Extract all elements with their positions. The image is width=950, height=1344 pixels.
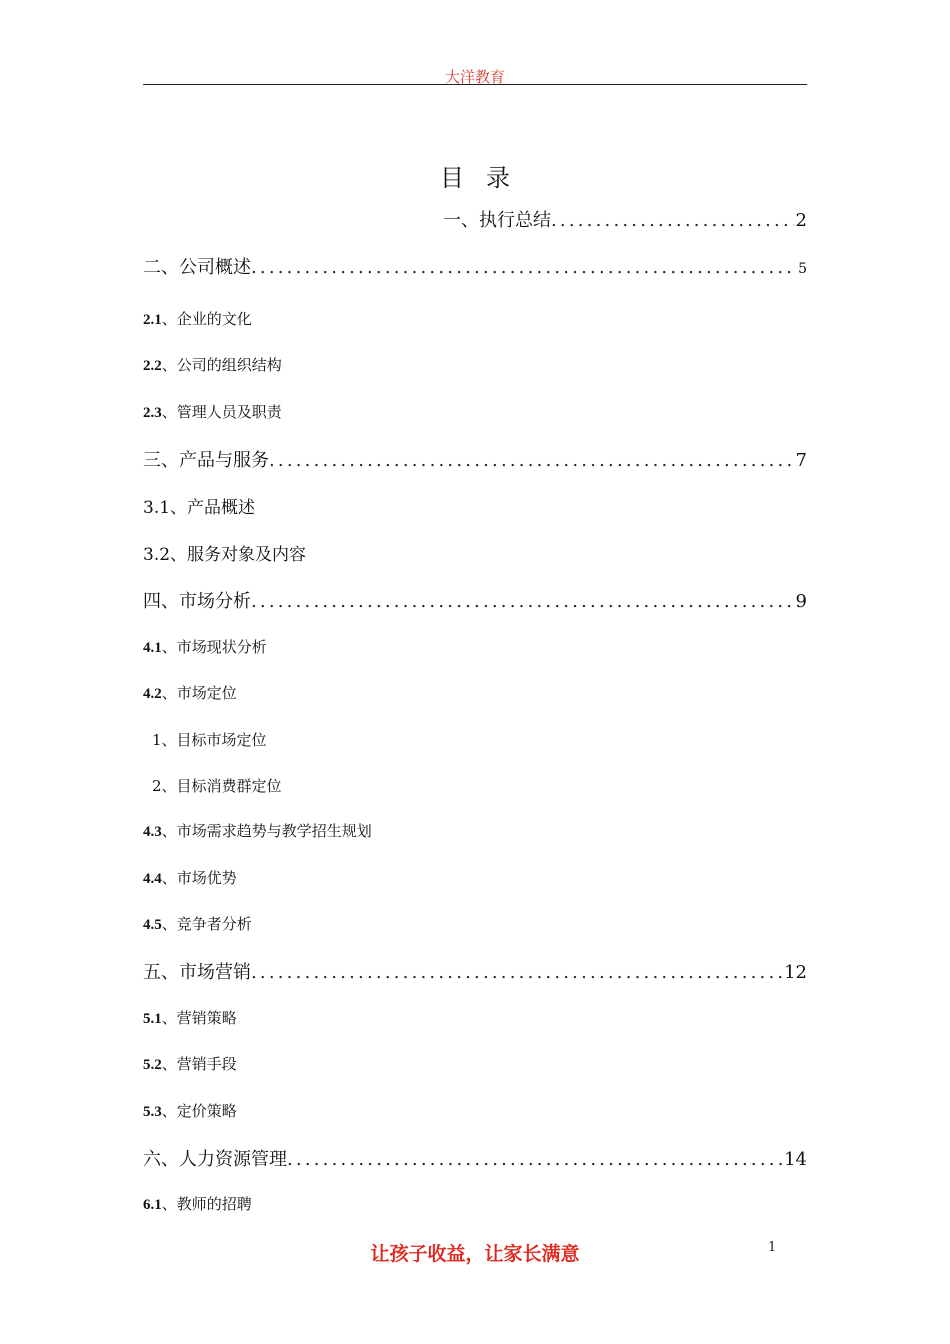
toc-entry-label: 六、人力资源管理 <box>143 1149 287 1170</box>
toc-entry-number: 6.1 <box>143 1197 162 1213</box>
header-title: 大洋教育 <box>444 68 505 86</box>
toc-entry-4-2-1[interactable] <box>143 729 816 750</box>
toc-page-number: 9 <box>795 591 807 612</box>
toc-entry-5-1[interactable] <box>143 1007 807 1028</box>
toc-entry-number: 4.2 <box>143 686 162 702</box>
toc-entry-3-1[interactable] <box>143 493 807 518</box>
toc-entry-label: 、管理人员及职责 <box>161 403 282 421</box>
toc-entry-label: 1、目标市场定位 <box>152 731 267 749</box>
toc-page-number: 5 <box>798 261 807 277</box>
toc-entry-6[interactable] <box>143 1145 807 1171</box>
toc-entry-2[interactable] <box>143 253 807 279</box>
toc-leader <box>551 210 794 231</box>
toc-entry-4-2-2[interactable] <box>143 775 816 796</box>
toc-entry-label: 、市场需求趋势与教学招生规划 <box>161 822 372 840</box>
toc-entry-label: 、竞争者分析 <box>161 915 252 933</box>
toc-entry-label: 、市场定位 <box>161 684 237 702</box>
toc-leader <box>251 591 794 612</box>
toc-entry-3-2[interactable] <box>143 540 807 565</box>
toc-entry-5-3[interactable] <box>143 1100 807 1121</box>
toc-entry-label: 、营销手段 <box>161 1055 237 1073</box>
toc-entry-2-1[interactable] <box>143 308 807 329</box>
toc-page-number: 14 <box>784 1149 807 1170</box>
toc-entry-label: 、企业的文化 <box>161 310 252 328</box>
toc-entry-number: 4.1 <box>143 640 162 656</box>
toc-page-number: 12 <box>784 962 807 983</box>
toc-entry-5-2[interactable] <box>143 1053 807 1074</box>
toc-entry-number: 2.2 <box>143 358 162 374</box>
toc-entry-number: 4.3 <box>143 824 162 840</box>
toc-entry-label: 二、公司概述 <box>143 257 251 278</box>
toc-entry-5[interactable] <box>143 958 807 984</box>
toc-entry-label: 、市场优势 <box>161 869 237 887</box>
toc-entry-label: 、营销策略 <box>161 1009 237 1027</box>
toc-entry-2-3[interactable] <box>143 401 807 422</box>
toc-page-number: 2 <box>795 210 807 231</box>
toc-entry-4-2[interactable] <box>143 682 807 703</box>
toc-entry-4[interactable] <box>143 587 807 613</box>
toc-entry-1[interactable] <box>443 206 807 232</box>
toc-entry-number: 5.2 <box>143 1057 162 1073</box>
toc-entry-label: 3.1、产品概述 <box>143 498 256 518</box>
toc-leader <box>251 962 782 983</box>
toc-entry-label: 三、产品与服务 <box>143 450 269 471</box>
toc-leader <box>287 1149 782 1170</box>
toc-leader <box>251 257 796 278</box>
footer-slogan: 让孩子收益，让家长满意 <box>370 1243 580 1265</box>
toc-entry-label: 、公司的组织结构 <box>161 356 282 374</box>
toc-entry-4-5[interactable] <box>143 913 807 934</box>
toc-entry-number: 5.1 <box>143 1011 162 1027</box>
toc-entry-6-1[interactable] <box>143 1193 807 1214</box>
toc-entry-2-2[interactable] <box>143 354 807 375</box>
toc-entry-label: 3.2、服务对象及内容 <box>143 545 307 565</box>
page-number: 1 <box>768 1240 777 1255</box>
toc-entry-4-1[interactable] <box>143 636 807 657</box>
toc-entry-label: 、市场现状分析 <box>161 638 267 656</box>
toc-entry-label: 一、执行总结 <box>443 210 551 231</box>
toc-entry-label: 、教师的招聘 <box>161 1195 252 1213</box>
toc-entry-label: 五、市场营销 <box>143 962 251 983</box>
toc-entry-number: 4.5 <box>143 917 162 933</box>
toc-title: 目录 <box>440 164 532 192</box>
toc-page-number: 7 <box>795 450 807 471</box>
toc-entry-number: 4.4 <box>143 871 162 887</box>
toc-entry-label: 四、市场分析 <box>143 591 251 612</box>
toc-entry-label: 、定价策略 <box>161 1102 237 1120</box>
toc-leader <box>269 450 794 471</box>
toc-entry-number: 2.3 <box>143 405 162 421</box>
toc-entry-3[interactable] <box>143 446 807 472</box>
toc-entry-4-4[interactable] <box>143 867 807 888</box>
toc-entry-number: 5.3 <box>143 1104 162 1120</box>
header-rule <box>143 84 807 85</box>
toc-entry-label: 2、目标消费群定位 <box>152 777 282 795</box>
toc-entry-number: 2.1 <box>143 312 162 328</box>
toc-entry-4-3[interactable] <box>143 820 807 841</box>
